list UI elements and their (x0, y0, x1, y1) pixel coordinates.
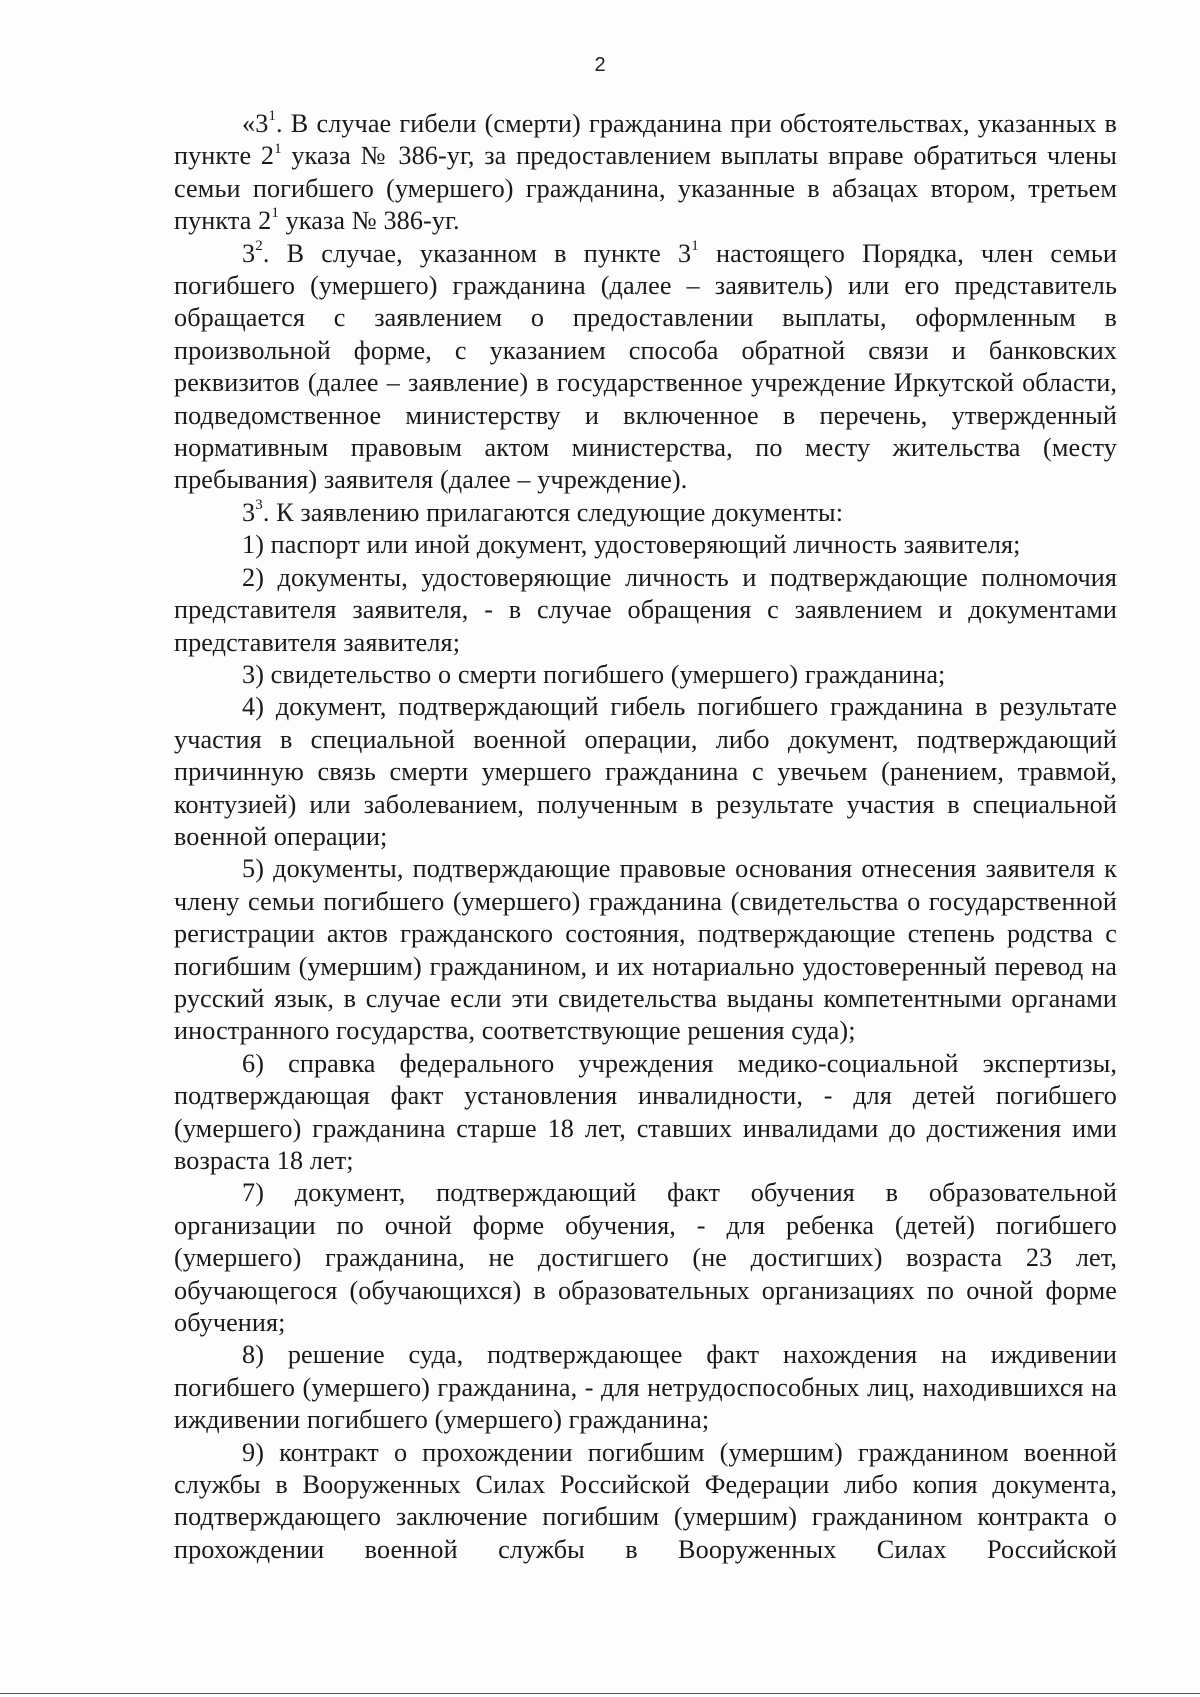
superscript-index: 2 (255, 237, 263, 254)
text-segment: 5) документы, подтверждающие правовые основания отнесения заявителя к члену семьи погибшего (умершего) гражданина (свидетельства о государственной регистрации актов гражданского состояния, подтверждающие степень родства с погибшим (умершим) гражданином, и их нотариально удостоверенный перевод на русский язык, в случае если эти свидетельства выданы компетентными органами иностранного государства, соответствующие решения суда); (174, 854, 1117, 1046)
superscript-index: 1 (274, 140, 282, 157)
text-segment: указа № 386-уг. (278, 206, 460, 236)
text-segment: «3 (242, 109, 269, 138)
text-segment: 3) свидетельство о смерти погибшего (умершего) гражданина; (242, 659, 946, 689)
text-segment: 8) решение суда, подтверждающее факт нахождения на иждивении погибшего (умершего) гражданина, - для нетрудоспособных лиц, находившихся на иждивении погибшего (умершего) гражданина; (174, 1340, 1117, 1435)
text-segment: 2) документы, удостоверяющие личность и подтверждающие полномочия представителя заявителя, - в случае обращения с заявлением и документами представителя заявителя; (174, 562, 1117, 657)
text-segment: 7) документ, подтверждающий факт обучения в образовательной организации по очной форме обучения, - для ребенка (детей) погибшего (умершего) гражданина, не достигшего (не достигших) возраста 23 лет, обучающегося (обучающихся) в образовательных организациях по очной форме обучения; (174, 1178, 1117, 1338)
text-segment: настоящего Порядка, член семьи погибшего (умершего) гражданина (далее – заявитель) или его представитель обращается с заявлением о предоставлении выплаты, оформленным в произвольной форме, с указанием способа обратной связи и банковских реквизитов (далее – заявление) в государственное учреждение Иркутской области, подведомственное министерству и включенное в перечень, утвержденный нормативным правовым актом министерства, по месту жительства (месту пребывания) заявителя (далее – учреждение). (174, 238, 1117, 495)
scan-edge-line (0, 1693, 1200, 1694)
list-item-5 (174, 853, 1117, 1047)
paragraph-3-3 (174, 497, 1117, 529)
list-item-2 (174, 562, 1117, 659)
list-item-4 (174, 691, 1117, 853)
superscript-index: 1 (691, 237, 699, 254)
paragraph-3-1 (174, 108, 1117, 238)
superscript-index: 1 (268, 108, 276, 125)
paragraph-3-2 (174, 238, 1117, 497)
text-segment: . К заявлению прилагаются следующие документы: (262, 497, 844, 527)
text-segment: 3 (242, 238, 256, 268)
list-item-1 (174, 529, 1117, 561)
superscript-index: 1 (271, 205, 279, 222)
list-item-6 (174, 1048, 1117, 1178)
list-item-7 (174, 1177, 1117, 1339)
text-segment: 3 (242, 497, 256, 527)
text-segment: 4) документ, подтверждающий гибель погибшего гражданина в результате участия в специальной военной операции, либо документ, подтверждающий причинную связь смерти умершего гражданина с увечьем (ранением, травмой, контузией) или заболеванием, полученным в результате участия в специальной военной операции; (174, 692, 1117, 851)
list-item-3 (174, 659, 1117, 691)
text-segment: . В случае гибели (смерти) гражданина при обстоятельствах, указанных в пункте 2 (174, 109, 1117, 171)
text-segment: 6) справка федерального учреждения медико-социальной экспертизы, подтверждающая факт установления инвалидности, - для детей погибшего (умершего) гражданина старше 18 лет, ставших инвалидами до достижения ими возраста 18 лет; (174, 1048, 1117, 1175)
text-segment: 9) контракт о прохождении погибшим (умершим) гражданином военной службы в Вооруженных Силах Российской Федерации либо копия документа, подтверждающего заключение погибшим (умершим) гражданином контракта о прохождении военной службы в Вооруженных Силах Российской (174, 1437, 1117, 1564)
document-body (174, 108, 1117, 1566)
text-segment: . В случае, указанном в пункте 3 (262, 238, 692, 268)
superscript-index: 3 (255, 497, 263, 514)
text-segment: 1) паспорт или иной документ, удостоверяющий личность заявителя; (242, 530, 1021, 560)
list-item-9 (174, 1437, 1117, 1567)
page-number: 2 (594, 54, 606, 76)
list-item-8 (174, 1339, 1117, 1436)
text-segment: указа № 386-уг, за предоставлением выплаты вправе обратиться члены семьи погибшего (умершего) гражданина, указанные в абзацах втором, третьем пункта 2 (174, 141, 1117, 236)
